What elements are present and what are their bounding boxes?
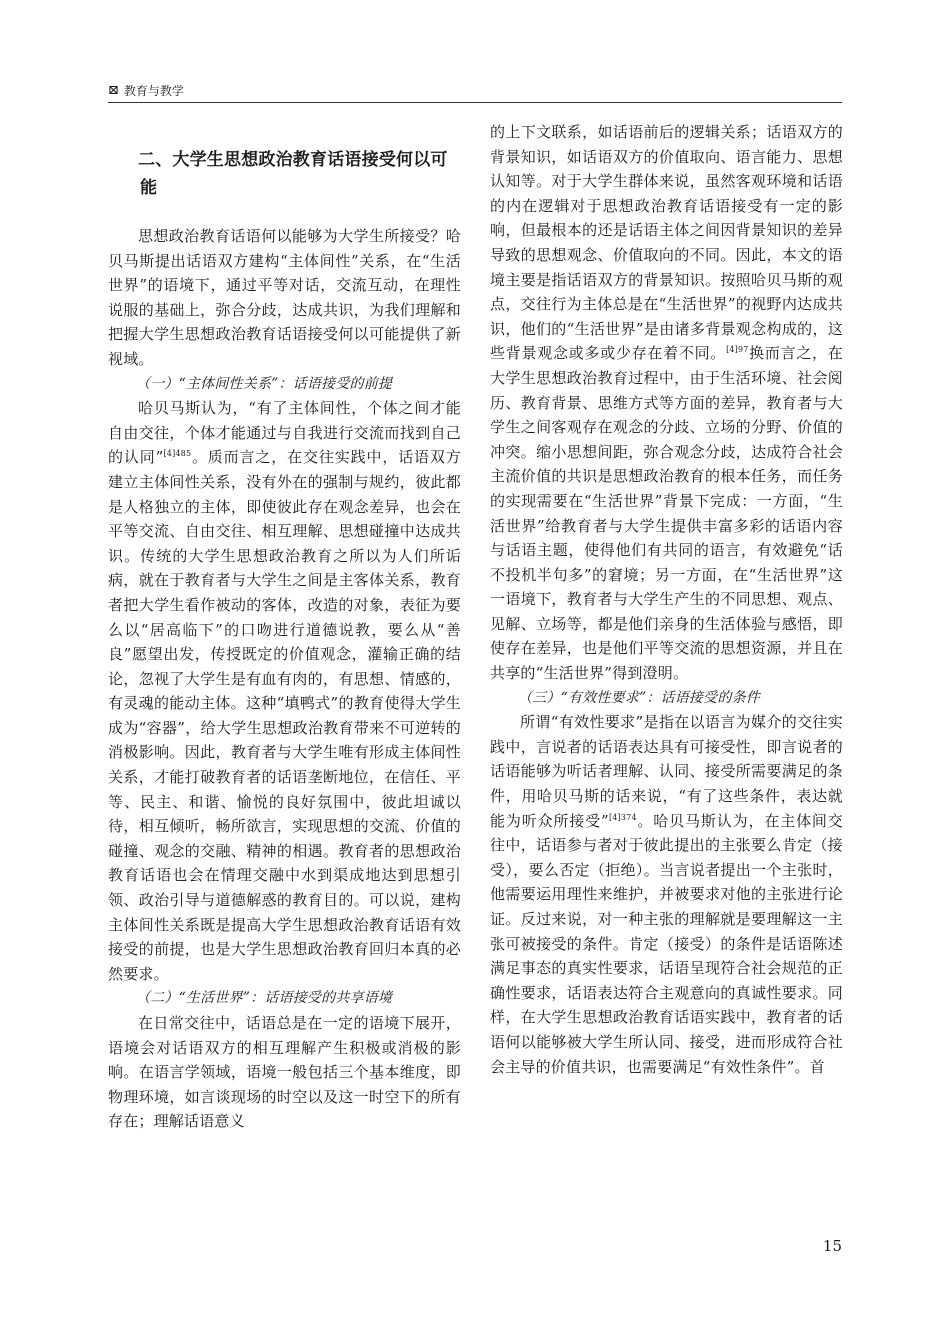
- text-run: 哈贝马斯认为，“有了主体间性，个体之间才能自由交往，个体才能通过与自我进行交流而找到自己的认同”: [108, 399, 461, 467]
- subsection-title-3: （三）“有效性要求”：话语接受的条件: [518, 689, 760, 706]
- subsection-3-paragraph: [490, 710, 843, 1079]
- continued-paragraph: [490, 120, 843, 686]
- section-title: 二、大学生思想政治教育话语接受何以可能: [138, 150, 448, 198]
- citation-ref: [4]485: [163, 449, 192, 459]
- subsection-title-1: （一）“主体间性关系”：话语接受的前提: [136, 375, 393, 392]
- intro-paragraph: 思想政治教育话语何以能够为大学生所接受？哈贝马斯提出话语双方建构“主体间性”关系，在“生活世界”的语境下，通过平等对话，交流互动，在理性说服的基础上，弥合分歧，达成共识，为我们理解和把握大学生思想政治教育话语接受何以可能提供了新视域。: [108, 227, 461, 368]
- text-run: 换而言之，在大学生思想政治教育过程中，由于生活环境、社会阅历、教育背景、思维方式等方面的差异，教育者与大学生之间客观存在观念的分歧、立场的分野、价值的冲突。缩小思想间距，弥合观念分歧，达成符合社会主流价值的共识是思想政治教育的根本任务，而任务的实现需要在“生活世界”背景下完成：一方面，“生活世界”给教育者与大学生提供丰富多彩的话语内容与话语主题，使得他们有共同的语言，有效避免“话不投机半句多”的窘境；另一方面，在“生活世界”这一语境下，教育者与大学生产生的不同思想、观点、见解、立场等，都是他们亲身的生活体验与感悟，即使存在差异，也是他们平等交流的思想资源，并且在共享的“生活世界”得到澄明。: [490, 344, 843, 683]
- text-run: 。哈贝马斯认为，在主体间交往中，话语参与者对于彼此提出的主张要么肯定（接受），要么否定（拒绝）。当言说者提出一个主张时，他需要运用理性来维护，并被要求对他的主张进行论证。反过来说，对一种主张的理解就是要理解这一主张可被接受的条件。肯定（接受）的条件是话语陈述满足事态的真实性要求，话语呈现符合社会规范的正确性要求，话语表达符合主观意向的真诚性要求。同样，在大学生思想政治教育话语实践中，教育者的话语何以能够被大学生所认同、接受，进而形成符合社会主导的价值共识，也需要满足“有效性条件”。首: [490, 811, 843, 1076]
- subsection-1-paragraph: [108, 396, 461, 986]
- citation-ref: [4]97: [726, 345, 749, 355]
- header-rule: [108, 102, 842, 103]
- page-number: 15: [822, 1237, 842, 1255]
- left-column: [108, 120, 461, 1134]
- text-run: 。质而言之，在交往实践中，话语双方建立主体间性关系，没有外在的强制与规约，彼此都是人格独立的主体，即使彼此存在观念差异，也会在平等交流、自由交往、相互理解、思想碰撞中达成共识。传统的大学生思想政治教育之所以为人们所诟病，就在于教育者与大学生之间是主客体关系，教育者把大学生看作被动的客体，改造的对象，表征为要么以“居高临下”的口吻进行道德说教，要么从“善良”愿望出发，传授既定的价值观念，灌输正确的结论，忽视了大学生是有血有肉的，有思想、情感的，有灵魂的能动主体。这种“填鸭式”的教育使得大学生成为“容器”，给大学生思想政治教育带来不可逆转的消极影响。因此，教育者与大学生唯有形成主体间性关系，才能打破教育者的话语垄断地位，在信任、平等、民主、和谐、愉悦的良好氛围中，彼此坦诚以待，相互倾听，畅所欲言，实现思想的交流、价值的碰撞、观念的交融、精神的相遇。教育者的思想政治教育话语也会在情理交融中水到渠成地达到思想引领、政治引导与道德解惑的教育目的。可以说，建构主体间性关系既是提高大学生思想政治教育话语有效接受的前提，也是大学生思想政治教育回归本真的必然要求。: [108, 448, 461, 983]
- journal-mark-icon: ⊠: [108, 82, 119, 98]
- right-column: [490, 120, 843, 1079]
- text-run: 的上下文联系，如话语前后的逻辑关系；话语双方的背景知识，如话语双方的价值取向、语言能力、思想认知等。对于大学生群体来说，虽然客观环境和话语的内在逻辑对于思想政治教育话语接受有一定的影响，但最根本的还是话语主体之间因背景知识的差异导致的思想观念、价值取向的不同。因此，本文的语境主要是指话语双方的背景知识。按照哈贝马斯的观点，交往行为主体总是在“生活世界”的视野内达成共识，他们的“生活世界”是由诸多背景观念构成的，这些背景观念或多或少存在着不同。: [490, 123, 843, 363]
- journal-name: 教育与教学: [123, 83, 184, 98]
- subsection-title-2: （二）“生活世界”：话语接受的共享语境: [136, 990, 393, 1007]
- citation-ref: [4]374: [608, 812, 637, 822]
- subsection-2-paragraph: 在日常交往中，话语总是在一定的语境下展开，语境会对话语双方的相互理解产生积极或消极的影响。在语言学领域，语境一般包括三个基本维度，即物理环境，如言谈现场的时空以及这一时空下的所有存在；理解话语意义: [108, 1014, 461, 1131]
- running-header: [108, 80, 842, 100]
- text-run: 所谓“有效性要求”是指在以语言为媒介的交往实践中，言说者的话语表达具有可接受性，即言说者的话语能够为听话者理解、认同、接受所需要满足的条件，用哈贝马斯的话来说，“有了这些条件，表达就能为听众所接受”: [490, 713, 843, 830]
